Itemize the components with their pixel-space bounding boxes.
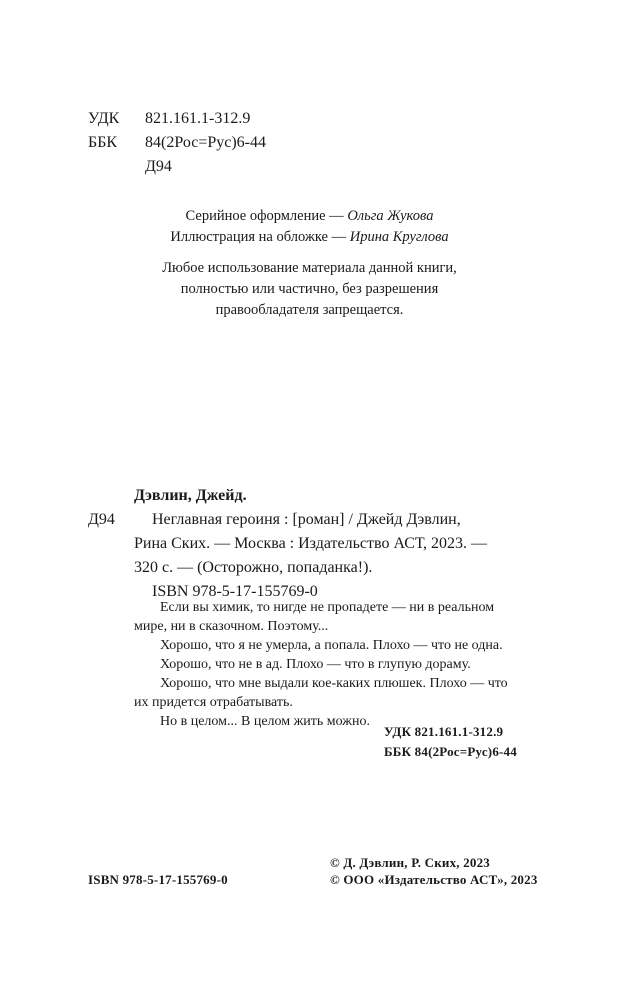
bbk-code-bottom: ББК 84(2Рос=Рус)6-44: [384, 744, 517, 759]
author-sign-top: Д94: [145, 158, 172, 175]
annotation-line-6: их придется отрабатывать.: [134, 695, 293, 710]
design-credit-label: Серийное оформление —: [185, 208, 348, 224]
copyright-authors: © Д. Дэвлин, Р. Ских, 2023: [330, 855, 490, 870]
notice-line-2: полностью или частично, без разрешения: [180, 281, 439, 297]
annotation-line-5: Хорошо, что мне выдали кое-каких плюшек. Плохо — что: [160, 676, 508, 691]
cover-credit: [0, 227, 619, 248]
annotation-line-2: мире, ни в сказочном. Поэтому...: [134, 619, 329, 634]
author-sign: Д94: [88, 511, 115, 528]
annotation-line-7: Но в целом... В целом жить можно.: [160, 714, 370, 729]
annotation-line-4: Хорошо, что не в ад. Плохо — что в глупую дораму.: [160, 657, 471, 672]
design-credit: [0, 206, 619, 227]
bbk-value: 84(2Рос=Рус)6-44: [145, 134, 267, 151]
notice-line-1: Любое использование материала данной книги,: [162, 260, 457, 276]
notice-line-3: правообладателя запрещается.: [215, 302, 404, 318]
udk-code-bottom: УДК 821.161.1-312.9: [384, 724, 504, 739]
biblio-line-2: Рина Ских. — Москва : Издательство АСТ, 2023. —: [134, 535, 488, 552]
udk-value: 821.161.1-312.9: [145, 110, 251, 127]
biblio-isbn: ISBN 978-5-17-155769-0: [152, 583, 318, 600]
biblio-line-3: 320 с. — (Осторожно, попаданка!).: [134, 559, 373, 576]
annotation-line-1: Если вы химик, то нигде не пропадете — ни в реальном: [160, 600, 495, 615]
bbk-label: ББК: [88, 134, 118, 151]
cover-credit-name: Ирина Круглова: [349, 229, 449, 245]
footer-isbn: ISBN 978-5-17-155769-0: [88, 872, 228, 887]
copyright-publisher: © ООО «Издательство АСТ», 2023: [330, 872, 538, 887]
cover-credit-label: Иллюстрация на обложке —: [170, 229, 350, 245]
annotation-line-3: Хорошо, что я не умерла, а попала. Плохо — что не одна.: [160, 638, 503, 653]
design-credit-name: Ольга Жукова: [347, 208, 434, 224]
biblio-line-1: Неглавная героиня : [роман] / Джейд Дэвлин,: [152, 511, 461, 528]
udk-label: УДК: [88, 110, 120, 127]
author-heading: Дэвлин, Джейд.: [134, 487, 247, 504]
